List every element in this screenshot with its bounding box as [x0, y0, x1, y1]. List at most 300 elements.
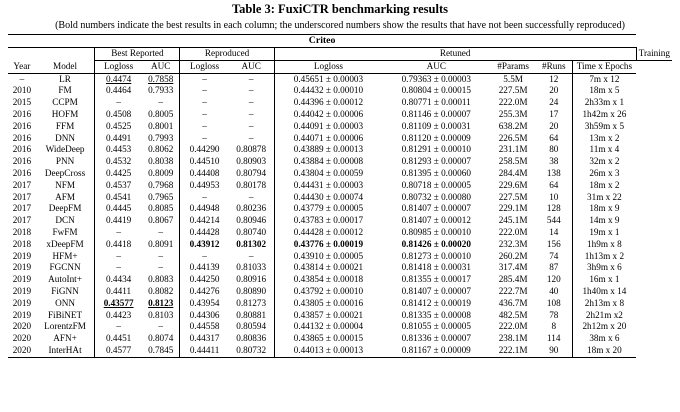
cell-best-logloss	[95, 215, 142, 227]
group-training: Training	[636, 48, 672, 61]
cell-best-auc	[142, 215, 180, 227]
cell-runs-text: 80	[549, 144, 559, 155]
cell-retuned-auc-text: 0.81407 ± 0.00007	[401, 203, 471, 214]
cell-retuned-logloss-text: 0.44132 ± 0.00004	[293, 321, 364, 332]
cell-retuned-logloss-text: 0.43884 ± 0.00008	[293, 156, 364, 167]
cell-best-auc	[142, 227, 180, 239]
cell-runs	[536, 85, 572, 97]
cell-retuned-logloss-text: 0.44042 ± 0.00006	[293, 108, 364, 119]
cell-retuned-auc	[382, 215, 490, 227]
table-row	[8, 239, 672, 251]
cell-best-auc-text: 0.8009	[148, 167, 174, 178]
cell-repro-auc-text: 0.80794	[236, 167, 267, 178]
cell-repro-logloss-text: –	[202, 191, 207, 202]
cell-time-epochs	[572, 286, 636, 298]
cell-best-logloss	[95, 262, 142, 274]
cell-best-logloss-text: 0.4532	[105, 156, 132, 167]
cell-repro-auc	[229, 192, 274, 204]
cell-model	[36, 73, 95, 85]
cell-model-text: FiGNN	[51, 285, 79, 296]
cell-model	[36, 168, 95, 180]
cell-params-text: 255.3M	[498, 108, 528, 119]
cell-retuned-auc	[382, 168, 490, 180]
cell-best-auc	[142, 239, 180, 251]
cell-runs-text: 38	[549, 156, 559, 167]
dataset-name: Criteo	[8, 35, 636, 48]
cell-model-text: WideDeep	[45, 144, 85, 155]
cell-best-logloss	[95, 109, 142, 121]
cell-year-text: 2019	[12, 309, 32, 320]
cell-runs-text: 40	[549, 285, 559, 296]
cell-retuned-auc-text: 0.81335 ± 0.00008	[401, 309, 471, 320]
cell-model-text: DeepFM	[48, 203, 82, 214]
cell-runs-text: 108	[546, 297, 561, 308]
cell-retuned-auc-text: 0.81407 ± 0.00007	[401, 285, 471, 296]
cell-best-logloss-text: 0.4434	[105, 274, 132, 285]
cell-best-logloss-text: 0.4464	[105, 85, 132, 96]
cell-time-epochs	[572, 109, 636, 121]
cell-year	[8, 85, 36, 97]
cell-model	[36, 262, 95, 274]
cell-retuned-auc	[382, 85, 490, 97]
cell-params	[490, 298, 536, 310]
cell-time-epochs-text: 3h9m x 6	[587, 262, 622, 273]
cell-repro-auc	[229, 321, 274, 333]
cell-runs-text: 120	[546, 274, 561, 285]
cell-best-auc	[142, 109, 180, 121]
cell-retuned-logloss-text: 0.43857 ± 0.00021	[293, 309, 364, 320]
cell-params-text: 227.5M	[498, 85, 528, 96]
cell-year	[8, 310, 36, 322]
cell-repro-auc-text: 0.80903	[236, 156, 267, 167]
cell-best-logloss	[95, 345, 142, 357]
cell-retuned-logloss-text: 0.43804 ± 0.00059	[293, 167, 364, 178]
cell-best-logloss-text: 0.4474	[105, 73, 132, 84]
cell-runs-text: 64	[549, 132, 559, 143]
table-caption: Table 3: FuxiCTR benchmarking results	[231, 2, 448, 16]
cell-repro-logloss	[180, 121, 229, 133]
cell-time-epochs-text: 16m x 1	[589, 274, 620, 285]
cell-repro-logloss	[180, 227, 229, 239]
cell-model	[36, 203, 95, 215]
cell-retuned-auc	[382, 274, 490, 286]
cell-model-text: LorentzFM	[44, 321, 86, 332]
cell-repro-logloss	[180, 109, 229, 121]
cell-model	[36, 333, 95, 345]
cell-retuned-auc	[382, 180, 490, 192]
cell-best-logloss-text: 0.4577	[105, 344, 132, 355]
cell-best-logloss	[95, 144, 142, 156]
cell-best-logloss	[95, 239, 142, 251]
cell-best-auc-text: –	[158, 321, 163, 332]
cell-retuned-logloss-text: 0.44071 ± 0.00006	[293, 132, 364, 143]
cell-best-auc-text: –	[158, 226, 163, 237]
cell-time-epochs-text: 13m x 2	[589, 132, 620, 143]
cell-runs	[536, 73, 572, 85]
cell-best-logloss	[95, 168, 142, 180]
cell-retuned-logloss	[274, 97, 382, 109]
cell-best-logloss-text: –	[116, 262, 121, 273]
col-time-epochs: Time x Epochs	[572, 60, 636, 73]
table-row	[8, 97, 672, 109]
cell-best-logloss	[95, 251, 142, 263]
cell-model	[36, 85, 95, 97]
cell-params-text: 222.7M	[498, 285, 528, 296]
cell-repro-logloss-text: 0.44306	[189, 309, 220, 320]
cell-repro-logloss-text: 0.44953	[189, 179, 220, 190]
cell-best-logloss-text: 0.4418	[105, 238, 132, 249]
cell-params	[490, 97, 536, 109]
cell-retuned-logloss-text: 0.44396 ± 0.00012	[293, 97, 364, 108]
cell-repro-auc	[229, 203, 274, 215]
cell-params	[490, 274, 536, 286]
cell-repro-logloss	[180, 251, 229, 263]
cell-best-logloss	[95, 156, 142, 168]
cell-retuned-logloss-text: 0.43910 ± 0.00005	[293, 250, 364, 261]
cell-best-logloss-text: 0.4525	[105, 120, 132, 131]
cell-best-auc	[142, 168, 180, 180]
cell-model	[36, 321, 95, 333]
cell-retuned-logloss	[274, 144, 382, 156]
table-row	[8, 345, 672, 357]
col-repro-auc: AUC	[229, 60, 274, 73]
cell-repro-auc-text: 0.80890	[236, 285, 267, 296]
cell-retuned-logloss	[274, 203, 382, 215]
cell-repro-logloss	[180, 239, 229, 251]
cell-params	[490, 251, 536, 263]
cell-repro-logloss-text: 0.44139	[189, 262, 220, 273]
cell-year	[8, 262, 36, 274]
cell-best-auc	[142, 133, 180, 145]
cell-best-auc	[142, 192, 180, 204]
cell-repro-logloss	[180, 321, 229, 333]
cell-params-text: 231.1M	[498, 144, 528, 155]
cell-model	[36, 286, 95, 298]
cell-best-auc-text: 0.7933	[148, 85, 174, 96]
cell-time-epochs-text: 2h33m x 1	[584, 97, 625, 108]
cell-retuned-logloss	[274, 262, 382, 274]
cell-runs	[536, 321, 572, 333]
cell-retuned-logloss-text: 0.45651 ± 0.00003	[293, 73, 364, 84]
cell-time-epochs	[572, 262, 636, 274]
cell-best-auc	[142, 274, 180, 286]
cell-repro-auc-text: –	[248, 73, 254, 84]
cell-params-text: 226.5M	[498, 132, 528, 143]
cell-time-epochs	[572, 97, 636, 109]
cell-time-epochs-text: 3h59m x 5	[584, 120, 625, 131]
cell-params-text: 317.4M	[498, 262, 528, 273]
cell-year-text: 2020	[12, 344, 32, 355]
cell-year	[8, 274, 36, 286]
cell-repro-auc	[229, 156, 274, 168]
cell-params	[490, 85, 536, 97]
cell-repro-auc	[229, 215, 274, 227]
cell-retuned-auc-text: 0.81336 ± 0.00007	[401, 333, 471, 344]
cell-best-logloss	[95, 286, 142, 298]
cell-year-text: 2020	[12, 321, 32, 332]
cell-model-text: AFN+	[53, 333, 77, 344]
cell-retuned-logloss-text: 0.44091 ± 0.00003	[293, 120, 364, 131]
cell-runs	[536, 168, 572, 180]
cell-time-epochs	[572, 251, 636, 263]
table-row	[8, 168, 672, 180]
cell-params	[490, 227, 536, 239]
cell-runs-text: 114	[547, 333, 561, 344]
table-row	[8, 109, 672, 121]
group-best-reported: Best Reported	[95, 48, 180, 61]
cell-repro-logloss	[180, 168, 229, 180]
cell-best-logloss-text: 0.43577	[103, 297, 134, 308]
cell-best-logloss-text: 0.4425	[105, 167, 132, 178]
cell-params-text: 482.5M	[498, 309, 528, 320]
cell-year-text: 2019	[12, 285, 32, 296]
cell-year-text: 2017	[12, 191, 32, 202]
cell-best-logloss-text: 0.4541	[105, 191, 132, 202]
cell-repro-logloss-text: 0.44510	[189, 156, 220, 167]
cell-year-text: 2016	[12, 156, 32, 167]
cell-best-logloss-text: 0.4423	[105, 309, 132, 320]
cell-params	[490, 144, 536, 156]
cell-repro-logloss-text: 0.44250	[189, 274, 220, 285]
cell-repro-logloss-text: 0.43954	[189, 297, 220, 308]
cell-params	[490, 133, 536, 145]
cell-repro-auc-text: 0.80594	[236, 321, 267, 332]
cell-params	[490, 156, 536, 168]
cell-model-text: NFM	[55, 179, 75, 190]
cell-retuned-logloss-text: 0.44431 ± 0.00003	[293, 179, 364, 190]
cell-best-auc-text: 0.8001	[148, 120, 174, 131]
cell-retuned-auc	[382, 298, 490, 310]
table-row	[8, 251, 672, 263]
cell-best-auc	[142, 262, 180, 274]
cell-time-epochs	[572, 227, 636, 239]
cell-best-logloss-text: –	[116, 226, 121, 237]
cell-best-auc	[142, 156, 180, 168]
cell-params-text: 229.1M	[498, 203, 528, 214]
cell-repro-auc	[229, 133, 274, 145]
cell-retuned-auc	[382, 239, 490, 251]
cell-time-epochs-text: 32m x 2	[589, 156, 620, 167]
cell-repro-logloss	[180, 215, 229, 227]
cell-repro-logloss-text: –	[202, 120, 207, 131]
cell-params-text: 638.2M	[498, 120, 528, 131]
cell-best-auc-text: 0.8083	[148, 274, 174, 285]
cell-year-text: 2016	[12, 108, 32, 119]
cell-retuned-logloss-text: 0.44428 ± 0.00012	[293, 226, 364, 237]
cell-repro-auc	[229, 345, 274, 357]
cell-repro-auc-text: –	[248, 97, 254, 108]
cell-repro-auc	[229, 274, 274, 286]
cell-repro-auc-text: –	[248, 132, 254, 143]
cell-repro-logloss	[180, 85, 229, 97]
cell-retuned-logloss	[274, 73, 382, 85]
cell-model-text: DCN	[55, 215, 75, 226]
table-row	[8, 121, 672, 133]
cell-year	[8, 144, 36, 156]
cell-params	[490, 168, 536, 180]
cell-repro-logloss	[180, 192, 229, 204]
cell-repro-logloss	[180, 97, 229, 109]
cell-retuned-auc-text: 0.81426 ± 0.00020	[401, 238, 471, 249]
col-year: Year	[8, 60, 36, 73]
cell-best-auc-text: –	[158, 262, 163, 273]
cell-retuned-auc	[382, 109, 490, 121]
cell-best-auc-text: 0.8074	[148, 333, 174, 344]
cell-best-logloss-text: 0.4453	[105, 144, 132, 155]
cell-runs-text: 20	[549, 120, 559, 131]
cell-retuned-logloss	[274, 227, 382, 239]
cell-retuned-logloss	[274, 345, 382, 357]
cell-best-auc-text: 0.7993	[148, 132, 174, 143]
cell-repro-logloss	[180, 262, 229, 274]
cell-time-epochs-text: 18m x 9	[589, 203, 620, 214]
cell-params	[490, 109, 536, 121]
cell-repro-logloss-text: –	[202, 250, 207, 261]
cell-repro-auc	[229, 144, 274, 156]
cell-params-text: 285.4M	[498, 274, 528, 285]
cell-year	[8, 133, 36, 145]
cell-model	[36, 156, 95, 168]
cell-retuned-logloss	[274, 180, 382, 192]
table-row	[8, 180, 672, 192]
cell-params-text: 232.3M	[498, 238, 528, 249]
cell-time-epochs-text: 31m x 22	[587, 191, 622, 202]
cell-model-text: ONN	[55, 297, 75, 308]
cell-repro-logloss-text: 0.44948	[189, 203, 220, 214]
cell-model-text: PNN	[55, 156, 75, 167]
cell-best-auc-text: –	[158, 250, 163, 261]
cell-repro-logloss-text: 0.44276	[189, 285, 220, 296]
cell-params-text: 229.6M	[498, 179, 528, 190]
cell-retuned-auc-text: 0.81167 ± 0.00009	[401, 344, 471, 355]
cell-year-text: 2020	[12, 333, 32, 344]
cell-runs-text: 90	[549, 344, 559, 355]
col-retuned-auc: AUC	[382, 60, 490, 73]
cell-best-auc-text: 0.8085	[148, 203, 174, 214]
cell-retuned-auc	[382, 73, 490, 85]
cell-retuned-logloss	[274, 333, 382, 345]
col-best-auc: AUC	[142, 60, 180, 73]
cell-best-auc	[142, 345, 180, 357]
cell-time-epochs-text: 2h21m x2	[585, 309, 623, 320]
cell-repro-auc	[229, 298, 274, 310]
cell-runs	[536, 180, 572, 192]
cell-best-logloss	[95, 310, 142, 322]
cell-year	[8, 180, 36, 192]
cell-retuned-logloss-text: 0.44432 ± 0.00010	[293, 85, 364, 96]
cell-model	[36, 251, 95, 263]
cell-model-text: FGCNN	[49, 262, 81, 273]
cell-runs	[536, 133, 572, 145]
cell-repro-logloss	[180, 274, 229, 286]
table-row	[8, 298, 672, 310]
cell-repro-auc-text: 0.81273	[236, 297, 267, 308]
cell-time-epochs-text: 1h13m x 2	[584, 250, 625, 261]
cell-repro-logloss-text: –	[202, 132, 207, 143]
cell-retuned-logloss-text: 0.43865 ± 0.00015	[293, 333, 364, 344]
cell-time-epochs	[572, 133, 636, 145]
cell-retuned-logloss-text: 0.43776 ± 0.00019	[293, 238, 364, 249]
cell-repro-auc-text: –	[248, 85, 254, 96]
cell-runs	[536, 345, 572, 357]
cell-best-logloss	[95, 97, 142, 109]
cell-year-text: 2019	[12, 262, 32, 273]
cell-year-text: 2016	[12, 132, 32, 143]
cell-repro-auc	[229, 251, 274, 263]
cell-year	[8, 109, 36, 121]
cell-best-auc-text: –	[158, 97, 163, 108]
cell-best-logloss-text: –	[116, 97, 121, 108]
table-row	[8, 321, 672, 333]
cell-best-logloss-text: 0.4411	[106, 285, 132, 296]
cell-retuned-auc	[382, 97, 490, 109]
cell-year	[8, 333, 36, 345]
cell-retuned-logloss	[274, 321, 382, 333]
cell-retuned-logloss	[274, 156, 382, 168]
cell-repro-logloss	[180, 345, 229, 357]
cell-retuned-auc	[382, 333, 490, 345]
cell-best-auc	[142, 203, 180, 215]
cell-repro-auc	[229, 97, 274, 109]
cell-model-text: DeepCross	[44, 167, 86, 178]
cell-year	[8, 298, 36, 310]
cell-runs-text: 10	[549, 191, 559, 202]
cell-best-auc-text: 0.7845	[148, 344, 174, 355]
cell-runs-text: 12	[549, 73, 559, 84]
cell-repro-auc-text: –	[248, 191, 254, 202]
table-row	[8, 262, 672, 274]
cell-model-text: xDeepFM	[46, 238, 84, 249]
cell-time-epochs	[572, 215, 636, 227]
cell-best-auc-text: 0.8123	[148, 297, 174, 308]
cell-runs-text: 17	[549, 108, 559, 119]
cell-model-text: FiBiNET	[47, 309, 83, 320]
cell-time-epochs-text: 18m x 5	[589, 85, 620, 96]
cell-best-auc-text: 0.8038	[148, 156, 174, 167]
cell-runs	[536, 144, 572, 156]
cell-retuned-logloss	[274, 215, 382, 227]
cell-model	[36, 298, 95, 310]
table-row	[8, 227, 672, 239]
cell-runs	[536, 286, 572, 298]
cell-params	[490, 73, 536, 85]
cell-runs-text: 14	[549, 226, 559, 237]
cell-retuned-logloss	[274, 251, 382, 263]
cell-time-epochs-text: 2h13m x 8	[584, 297, 625, 308]
cell-best-auc	[142, 85, 180, 97]
cell-retuned-logloss	[274, 310, 382, 322]
cell-best-logloss	[95, 321, 142, 333]
cell-year-text: 2010	[12, 85, 32, 96]
cell-retuned-auc-text: 0.81291 ± 0.00010	[401, 144, 471, 155]
cell-year	[8, 203, 36, 215]
cell-repro-logloss-text: 0.44558	[189, 321, 220, 332]
cell-time-epochs	[572, 310, 636, 322]
cell-params-text: 222.1M	[498, 344, 528, 355]
cell-best-auc-text: 0.8103	[148, 309, 174, 320]
cell-repro-logloss	[180, 73, 229, 85]
cell-repro-auc-text: –	[248, 120, 254, 131]
cell-year	[8, 345, 36, 357]
cell-runs	[536, 274, 572, 286]
cell-time-epochs-text: 18m x 2	[589, 179, 620, 190]
table-row	[8, 274, 672, 286]
group-header-row	[8, 48, 672, 61]
cell-time-epochs-text: 1h9m x 8	[587, 238, 622, 249]
cell-best-logloss	[95, 333, 142, 345]
cell-repro-auc-text: 0.80881	[236, 309, 267, 320]
cell-best-auc	[142, 121, 180, 133]
